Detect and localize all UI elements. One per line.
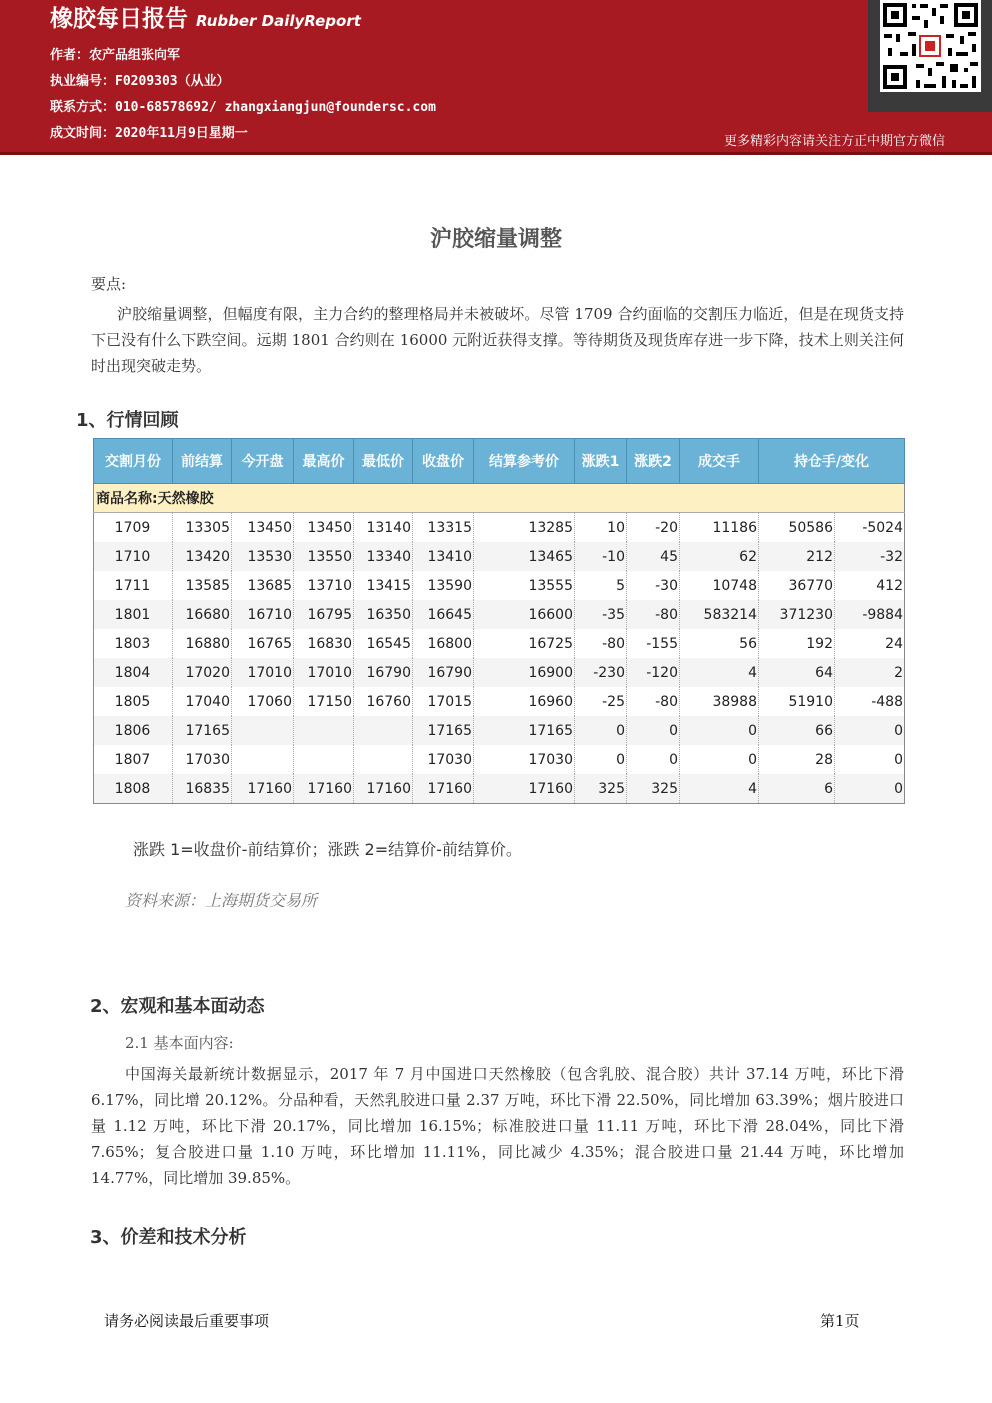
col-header: 最高价 bbox=[294, 439, 354, 484]
table-cell: 1807 bbox=[94, 745, 173, 774]
table-cell: 62 bbox=[680, 542, 759, 571]
table-cell: 13450 bbox=[294, 513, 354, 543]
table-cell: -120 bbox=[627, 658, 680, 687]
table-cell: 1711 bbox=[94, 571, 173, 600]
table-row bbox=[94, 716, 905, 745]
table-cell: -80 bbox=[627, 600, 680, 629]
table-cell: 16800 bbox=[413, 629, 474, 658]
quote-table bbox=[93, 438, 905, 804]
section-macro-fundamentals: 2、宏观和基本面动态 bbox=[90, 996, 265, 1017]
date-label: 成文时间： bbox=[50, 126, 116, 141]
table-cell: 1801 bbox=[94, 600, 173, 629]
table-cell: 17010 bbox=[232, 658, 294, 687]
footer-disclaimer: 请务必阅读最后重要事项 bbox=[104, 1312, 270, 1330]
table-cell: -80 bbox=[627, 687, 680, 716]
table-cell: 17060 bbox=[232, 687, 294, 716]
table-cell: 16680 bbox=[173, 600, 232, 629]
table-cell: 51910 bbox=[759, 687, 835, 716]
table-cell: 13285 bbox=[474, 513, 575, 543]
table-cell: 0 bbox=[627, 716, 680, 745]
table-cell: 10748 bbox=[680, 571, 759, 600]
col-header: 收盘价 bbox=[413, 439, 474, 484]
section-market-review: 1、行情回顾 bbox=[76, 410, 179, 431]
col-header: 涨跌1 bbox=[575, 439, 627, 484]
table-cell: 50586 bbox=[759, 513, 835, 543]
table-cell: 0 bbox=[575, 745, 627, 774]
table-cell: 16645 bbox=[413, 600, 474, 629]
table-cell: -155 bbox=[627, 629, 680, 658]
license-label: 执业编号： bbox=[50, 74, 116, 89]
table-cell: 2 bbox=[835, 658, 905, 687]
table-row bbox=[94, 513, 905, 543]
table-cell: 16830 bbox=[294, 629, 354, 658]
table-cell: 0 bbox=[627, 745, 680, 774]
table-cell: 16795 bbox=[294, 600, 354, 629]
table-cell: 17030 bbox=[173, 745, 232, 774]
table-cell: 17160 bbox=[474, 774, 575, 804]
table-cell: 1710 bbox=[94, 542, 173, 571]
table-cell: 13415 bbox=[354, 571, 413, 600]
table-cell: 0 bbox=[835, 774, 905, 804]
report-header bbox=[0, 0, 992, 152]
table-cell bbox=[354, 716, 413, 745]
license-line bbox=[50, 70, 230, 89]
table-cell: 4 bbox=[680, 658, 759, 687]
table-row bbox=[94, 658, 905, 687]
table-cell: 16790 bbox=[413, 658, 474, 687]
contact-value: 010-68578692/ zhangxiangjun@foundersc.com bbox=[115, 100, 436, 115]
license-value: F0209303（从业） bbox=[115, 74, 230, 89]
table-cell: 13585 bbox=[173, 571, 232, 600]
table-cell: 13340 bbox=[354, 542, 413, 571]
col-header: 前结算 bbox=[173, 439, 232, 484]
table-cell: -35 bbox=[575, 600, 627, 629]
table-cell: 16880 bbox=[173, 629, 232, 658]
table-cell: 17165 bbox=[173, 716, 232, 745]
table-cell: -5024 bbox=[835, 513, 905, 543]
table-cell: 13420 bbox=[173, 542, 232, 571]
col-header: 交割月份 bbox=[94, 439, 173, 484]
table-cell: 66 bbox=[759, 716, 835, 745]
table-cell: -32 bbox=[835, 542, 905, 571]
fundamentals-paragraph: 中国海关最新统计数据显示，2017 年 7 月中国进口天然橡胶（包含乳胶、混合胶）共计 37.14 万吨，环比下滑 6.17%，同比增 20.12%。分品种看，天然乳胶进口量 2.37 万吨，环比下滑 22.50%，同比增加 63.39%；烟片胶进口量 1.12 万吨，环比下滑 20.17%，同比增加 16.15%；标准胶进口量 11.11 万吨，环比下滑 28.04%，同比下滑 7.65%；复合胶进口量 1.10 万吨，环比增加 11.11%，同比减少 4.35%；混合胶进口量 21.44 万吨，环比增加 14.77%，同比增加 39.85%。 bbox=[91, 1065, 904, 1187]
table-cell: 1804 bbox=[94, 658, 173, 687]
report-title-cn: 橡胶每日报告 bbox=[50, 6, 188, 32]
table-cell: 583214 bbox=[680, 600, 759, 629]
table-cell: 16835 bbox=[173, 774, 232, 804]
table-cell: 17160 bbox=[413, 774, 474, 804]
table-cell bbox=[354, 745, 413, 774]
table-cell: 1803 bbox=[94, 629, 173, 658]
table-row bbox=[94, 629, 905, 658]
table-cell: 13555 bbox=[474, 571, 575, 600]
table-cell: 13530 bbox=[232, 542, 294, 571]
table-cell: 16545 bbox=[354, 629, 413, 658]
contact-label: 联系方式： bbox=[50, 100, 116, 115]
table-cell: 325 bbox=[575, 774, 627, 804]
category-label: 商品名称:天然橡胶 bbox=[94, 484, 905, 513]
col-header: 最低价 bbox=[354, 439, 413, 484]
table-cell: 24 bbox=[835, 629, 905, 658]
data-source: 资料来源：上海期货交易所 bbox=[125, 891, 318, 910]
report-title bbox=[50, 0, 361, 33]
table-cell: 16710 bbox=[232, 600, 294, 629]
table-cell: 11186 bbox=[680, 513, 759, 543]
col-header: 涨跌2 bbox=[627, 439, 680, 484]
author-label: 作者： bbox=[50, 48, 90, 63]
table-cell: 13315 bbox=[413, 513, 474, 543]
table-cell: 16600 bbox=[474, 600, 575, 629]
table-row bbox=[94, 745, 905, 774]
table-cell: 0 bbox=[680, 745, 759, 774]
table-cell: 0 bbox=[835, 745, 905, 774]
table-cell: 1808 bbox=[94, 774, 173, 804]
table-cell: -30 bbox=[627, 571, 680, 600]
col-header: 持仓手/变化 bbox=[759, 439, 905, 484]
table-cell: 13465 bbox=[474, 542, 575, 571]
table-note: 涨跌 1=收盘价-前结算价；涨跌 2=结算价-前结算价。 bbox=[133, 840, 522, 859]
table-row bbox=[94, 774, 905, 804]
table-cell: 1709 bbox=[94, 513, 173, 543]
table-cell: 17160 bbox=[232, 774, 294, 804]
table-cell: 17040 bbox=[173, 687, 232, 716]
table-cell: 17160 bbox=[354, 774, 413, 804]
table-row bbox=[94, 600, 905, 629]
table-cell: -488 bbox=[835, 687, 905, 716]
table-cell: -20 bbox=[627, 513, 680, 543]
table-row bbox=[94, 571, 905, 600]
table-cell: 38988 bbox=[680, 687, 759, 716]
table-cell: 17160 bbox=[294, 774, 354, 804]
table-cell: 325 bbox=[627, 774, 680, 804]
table-cell: 4 bbox=[680, 774, 759, 804]
table-row bbox=[94, 687, 905, 716]
table-cell: 17030 bbox=[474, 745, 575, 774]
table-cell: 16900 bbox=[474, 658, 575, 687]
table-cell bbox=[232, 716, 294, 745]
table-cell: 17165 bbox=[474, 716, 575, 745]
table-cell: 0 bbox=[835, 716, 905, 745]
table-cell: -9884 bbox=[835, 600, 905, 629]
author-value: 农产品组张向军 bbox=[89, 48, 181, 63]
table-cell bbox=[232, 745, 294, 774]
table-cell: 192 bbox=[759, 629, 835, 658]
author-line bbox=[50, 44, 180, 63]
table-cell: 17150 bbox=[294, 687, 354, 716]
table-cell: -25 bbox=[575, 687, 627, 716]
table-cell: 13550 bbox=[294, 542, 354, 571]
table-cell bbox=[294, 745, 354, 774]
key-points-label: 要点: bbox=[91, 275, 127, 293]
document-title: 沪胶缩量调整 bbox=[429, 227, 562, 252]
report-title-en: Rubber DailyReport bbox=[196, 12, 361, 30]
table-cell: 16760 bbox=[354, 687, 413, 716]
table-cell: 13410 bbox=[413, 542, 474, 571]
date-value: 2020年11月9日星期一 bbox=[115, 126, 248, 141]
contact-line bbox=[50, 96, 436, 115]
table-cell: 13450 bbox=[232, 513, 294, 543]
table-cell: 17165 bbox=[413, 716, 474, 745]
table-cell: 28 bbox=[759, 745, 835, 774]
table-header-row bbox=[94, 439, 905, 484]
table-cell: 1805 bbox=[94, 687, 173, 716]
table-cell: 17015 bbox=[413, 687, 474, 716]
col-header: 结算参考价 bbox=[474, 439, 575, 484]
table-cell: 36770 bbox=[759, 571, 835, 600]
table-cell: 13590 bbox=[413, 571, 474, 600]
table-cell: 13685 bbox=[232, 571, 294, 600]
table-cell: 1806 bbox=[94, 716, 173, 745]
col-header: 今开盘 bbox=[232, 439, 294, 484]
table-cell: 45 bbox=[627, 542, 680, 571]
subsection-fundamentals: 2.1 基本面内容: bbox=[125, 1034, 234, 1052]
table-cell: 16725 bbox=[474, 629, 575, 658]
table-cell: 17020 bbox=[173, 658, 232, 687]
key-points-paragraph: 沪胶缩量调整，但幅度有限，主力合约的整理格局并未被破坏。尽管 1709 合约面临的交割压力临近，但是在现货支持下已没有什么下跌空间。远期 1801 合约则在 16000 元附近获得支撑。等待期货及现货库存进一步下降，技术上则关注何时出现突破走势。 bbox=[91, 305, 904, 375]
table-cell: 5 bbox=[575, 571, 627, 600]
category-row bbox=[94, 484, 905, 513]
table-cell: 56 bbox=[680, 629, 759, 658]
table-cell: -10 bbox=[575, 542, 627, 571]
section-spread-technical: 3、价差和技术分析 bbox=[90, 1227, 247, 1248]
col-header: 成交手 bbox=[680, 439, 759, 484]
table-cell: 13140 bbox=[354, 513, 413, 543]
table-cell: 17030 bbox=[413, 745, 474, 774]
table-cell: 6 bbox=[759, 774, 835, 804]
table-cell: 371230 bbox=[759, 600, 835, 629]
table-cell bbox=[294, 716, 354, 745]
follow-wechat-text: 更多精彩内容请关注方正中期官方微信 bbox=[724, 134, 946, 149]
table-cell: 16350 bbox=[354, 600, 413, 629]
page-number: 第1页 bbox=[820, 1312, 860, 1330]
table-cell: 0 bbox=[680, 716, 759, 745]
date-line bbox=[50, 122, 248, 141]
table-cell: 0 bbox=[575, 716, 627, 745]
table-cell: 412 bbox=[835, 571, 905, 600]
header-divider bbox=[0, 152, 992, 155]
qr-code-icon bbox=[880, 0, 981, 92]
table-cell: 16765 bbox=[232, 629, 294, 658]
table-cell: 212 bbox=[759, 542, 835, 571]
table-cell: 16790 bbox=[354, 658, 413, 687]
table-cell: 64 bbox=[759, 658, 835, 687]
table-cell: 13305 bbox=[173, 513, 232, 543]
table-cell: -230 bbox=[575, 658, 627, 687]
table-cell: 17010 bbox=[294, 658, 354, 687]
table-cell: -80 bbox=[575, 629, 627, 658]
table-cell: 16960 bbox=[474, 687, 575, 716]
table-cell: 10 bbox=[575, 513, 627, 543]
table-cell: 13710 bbox=[294, 571, 354, 600]
table-row bbox=[94, 542, 905, 571]
